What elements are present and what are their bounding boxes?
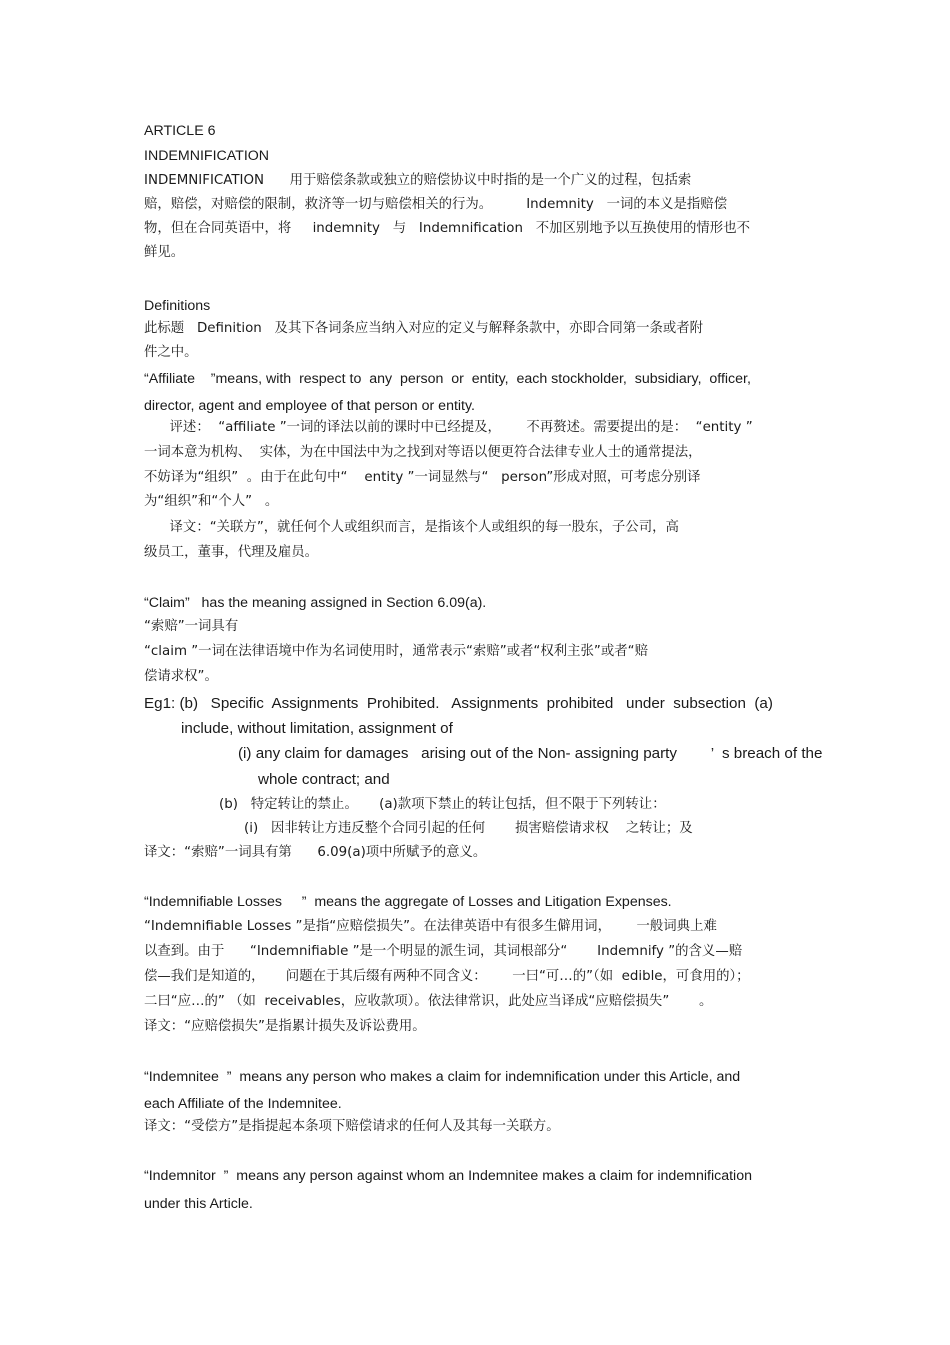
text-line: “索赔”一词具有 xyxy=(144,619,239,634)
text-line: 二曰“应…的” （如 receivables，应收款项）。依法律常识，此处应当译成“应赔偿损失” 。 xyxy=(144,994,713,1009)
text-line: 赔，赔偿，对赔偿的限制，救济等一切与赔偿相关的行为。 Indemnity 一词的本义是指赔偿 xyxy=(144,197,728,212)
text-line: (i) 因非转让方违反整个合同引起的任何 损害赔偿请求权 之转让；及 xyxy=(244,821,693,836)
text-line: “Indemnitor ” means any person against whom an Indemnitee makes a claim for indemnification xyxy=(144,1168,752,1184)
text-line: 偿—我们是知道的， 问题在于其后缀有两种不同含义： 一曰“可…的”（如 edible，可食用的）； xyxy=(144,969,750,984)
text-line: 此标题 Definition 及其下各词条应当纳入对应的定义与解释条款中，亦即合同第一条或者附 xyxy=(144,321,704,336)
text-line: “claim ”一词在法律语境中作为名词使用时，通常表示“索赔”或者“权利主张”或者“赔 xyxy=(144,644,648,659)
text-line: INDEMNIFICATION 用于赔偿条款或独立的赔偿协议中时指的是一个广义的过程，包括索 xyxy=(144,173,692,188)
text-line: 为“组织”和“个人” 。 xyxy=(144,494,279,509)
text-line: (i) any claim for damages arising out of the Non- assigning party ’ s breach of the xyxy=(238,745,823,762)
definitions-heading: Definitions xyxy=(144,298,211,314)
text-line: Eg1: (b) Specific Assignments Prohibited. Assignments prohibited under subsection (a) xyxy=(144,695,773,712)
text-line: 译文：“受偿方”是指提起本条项下赔偿请求的任何人及其每一关联方。 xyxy=(144,1119,560,1134)
text-line: under this Article. xyxy=(144,1196,253,1212)
text-line: 不妨译为“组织” 。由于在此句中“ entity ”一词显然与“ person”形成对照，可考虑分别译 xyxy=(144,470,701,485)
text-line: 件之中。 xyxy=(144,345,198,360)
text-line: director, agent and employee of that person or entity. xyxy=(144,398,475,414)
text-line: 鲜见。 xyxy=(144,245,185,260)
text-line: 译文：“关联方”，就任何个人或组织而言，是指该个人或组织的每一股东，子公司，高 xyxy=(144,520,679,535)
text-line: 评述： “affiliate ”一词的译法以前的课时中已经提及， 不再赘述。需要提出的是： “entity ” xyxy=(144,420,753,435)
text-line: 以查到。由于 “Indemnifiable ”是一个明显的派生词，其词根部分“ Indemnify ”的含义—赔 xyxy=(144,944,743,959)
text-line: 物，但在合同英语中，将 indemnity 与 Indemnification 不加区别地予以互换使用的情形也不 xyxy=(144,221,750,236)
text-line: “Affiliate ”means, with respect to any person or entity, each stockholder, subsidiary, officer, xyxy=(144,371,751,387)
text-line: include, without limitation, assignment of xyxy=(181,720,453,737)
text-line: 译文：“应赔偿损失”是指累计损失及诉讼费用。 xyxy=(144,1019,426,1034)
text-line: whole contract; and xyxy=(258,771,390,788)
text-line: 偿请求权”。 xyxy=(144,669,218,684)
article-number: ARTICLE 6 xyxy=(144,123,216,139)
text-line: “Indemnifiable Losses ”是指“应赔偿损失”。在法律英语中有很多生僻用词， 一般词典上难 xyxy=(144,919,717,934)
text-line: “Indemnitee ” means any person who makes a claim for indemnification under this Article, and xyxy=(144,1069,741,1085)
text-line: “Indemnifiable Losses ” means the aggregate of Losses and Litigation Expenses. xyxy=(144,894,672,910)
article-title: INDEMNIFICATION xyxy=(144,148,270,164)
text-line: 一词本意为机构、 实体，为在中国法中为之找到对等语以便更符合法律专业人士的通常提法， xyxy=(144,445,702,460)
text-line: 译文：“索赔”一词具有第 6.09(a)项中所赋予的意义。 xyxy=(144,845,487,860)
text-line: 级员工，董事，代理及雇员。 xyxy=(144,545,319,560)
text-line: (b) 特定转让的禁止。 (a)款项下禁止的转让包括，但不限于下列转让： xyxy=(219,797,666,812)
text-line: each Affiliate of the Indemnitee. xyxy=(144,1096,342,1112)
text-line: “Claim” has the meaning assigned in Section 6.09(a). xyxy=(144,595,487,611)
